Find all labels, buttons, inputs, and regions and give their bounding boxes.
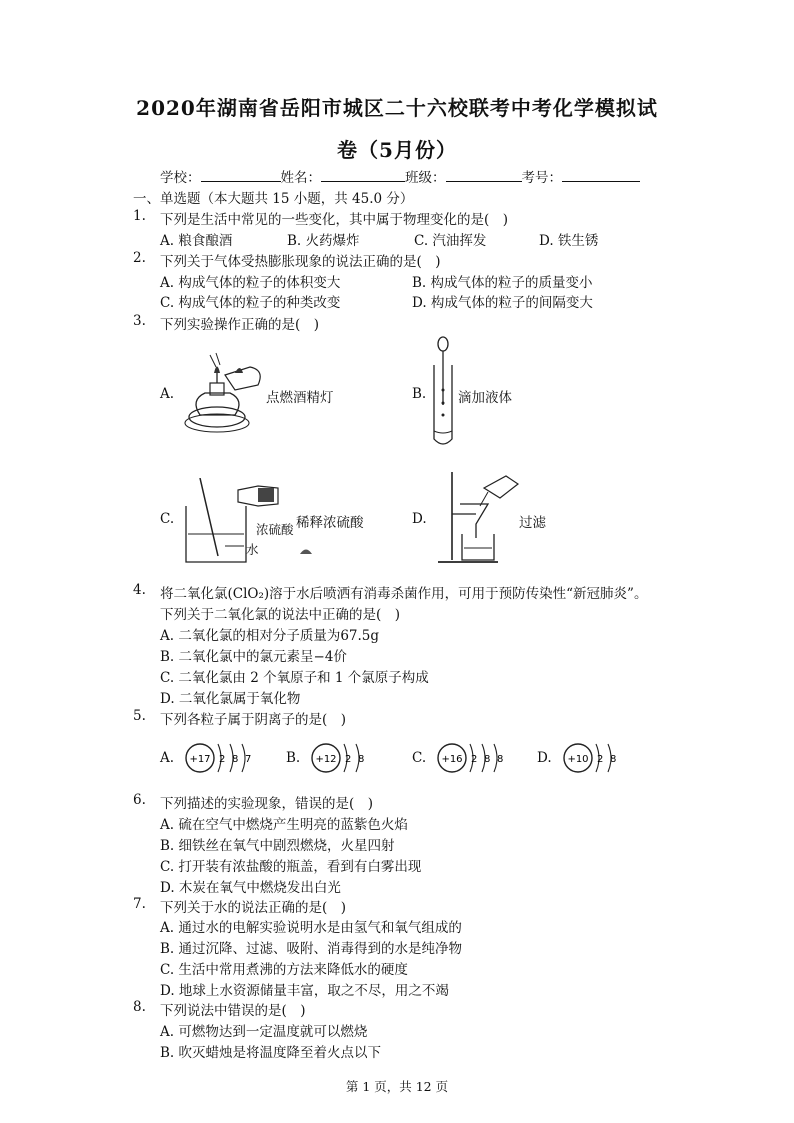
- q6-option-a: A. 硫在空气中燃烧产生明亮的蓝紫色火焰: [160, 817, 408, 833]
- q4-option-d: D. 二氧化氯属于氧化物: [160, 691, 301, 707]
- number-blank: [562, 167, 640, 182]
- q1-option-c: C. 汽油挥发: [414, 233, 487, 249]
- q1-option-a: A. 粮食酿酒: [160, 233, 233, 249]
- section-heading: 一、单选题（本大题共 15 小题，共 45.0 分）: [133, 191, 414, 207]
- shell-electrons: 8: [232, 754, 239, 765]
- spill-drop-icon: [299, 545, 313, 555]
- shell-electrons: 8: [358, 754, 365, 765]
- alcohol-lamp-image: [180, 345, 270, 440]
- q5-label-d: D.: [537, 750, 552, 766]
- question-number: 5.: [133, 708, 146, 724]
- q8-option-a: A. 可燃物达到一定温度就可以燃烧: [160, 1024, 368, 1040]
- q2-option-d: D. 构成气体的粒子的间隔变大: [412, 295, 593, 311]
- name-label: 姓名：: [280, 170, 321, 186]
- shell-electrons: 2: [219, 754, 226, 765]
- number-label: 考号：: [521, 170, 562, 186]
- q2-option-a: A. 构成气体的粒子的体积变大: [160, 275, 341, 291]
- question-text: 下列是生活中常见的一些变化，其中属于物理变化的是( ): [160, 212, 509, 228]
- q3-sublabel-water: 水: [246, 542, 259, 557]
- class-blank: [446, 167, 522, 182]
- nucleus-charge: +12: [315, 754, 337, 765]
- filtration-image: [432, 468, 522, 568]
- q3-caption-a: 点燃酒精灯: [266, 390, 334, 406]
- dilute-acid-image: [178, 478, 298, 568]
- q4-text-line2: 下列关于二氧化氯的说法中正确的是( ): [160, 607, 401, 623]
- page-title-line2: 卷（5月份）: [337, 138, 457, 162]
- q6-option-c: C. 打开装有浓盐酸的瓶盖，看到有白雾出现: [160, 859, 422, 875]
- shell-electrons: 8: [484, 754, 491, 765]
- q5-ion-d-diagram: [562, 738, 622, 778]
- q1-option-b: B. 火药爆炸: [287, 233, 360, 249]
- question-text: 将二氧化氯(ClO₂)溶于水后喷洒有消毒杀菌作用，可用于预防传染性“新冠肺炎”。: [160, 586, 648, 602]
- question-number: 2.: [133, 250, 146, 266]
- q5-label-a: A.: [160, 750, 175, 766]
- q5-label-b: B.: [286, 750, 301, 766]
- q5-ion-c-diagram: [436, 738, 508, 778]
- q7-option-c: C. 生活中常用煮沸的方法来降低水的硬度: [160, 962, 408, 978]
- question-number: 4.: [133, 582, 146, 598]
- question-number: 3.: [133, 313, 146, 329]
- question-number: 7.: [133, 896, 146, 912]
- question-text: 下列关于气体受热膨胀现象的说法正确的是( ): [160, 254, 441, 270]
- q4-option-c: C. 二氧化氯由 2 个氧原子和 1 个氯原子构成: [160, 670, 429, 686]
- nucleus-charge: +17: [189, 754, 211, 765]
- nucleus-charge: +16: [441, 754, 463, 765]
- question-text: 下列描述的实验现象，错误的是( ): [160, 796, 374, 812]
- shell-electrons: 8: [610, 754, 617, 765]
- shell-electrons: 7: [245, 754, 252, 765]
- q3-caption-d: 过滤: [519, 515, 546, 531]
- q3-label-b: B.: [412, 386, 427, 402]
- shell-electrons: 8: [497, 754, 504, 765]
- q3-caption-b: 滴加液体: [458, 390, 512, 406]
- q8-option-b: B. 吹灭蜡烛是将温度降至着火点以下: [160, 1045, 382, 1061]
- q4-option-a: A. 二氧化氯的相对分子质量为67.5g: [160, 628, 380, 644]
- q3-caption-c: 稀释浓硫酸: [296, 515, 364, 531]
- shell-electrons: 2: [597, 754, 604, 765]
- q4-option-b: B. 二氧化氯中的氯元素呈−4价: [160, 649, 347, 665]
- question-number: 6.: [133, 792, 146, 808]
- q3-label-d: D.: [412, 511, 427, 527]
- q5-label-c: C.: [412, 750, 427, 766]
- student-info-line: [160, 166, 640, 186]
- shell-electrons: 2: [471, 754, 478, 765]
- q7-option-b: B. 通过沉降、过滤、吸附、消毒得到的水是纯净物: [160, 941, 463, 957]
- q1-option-d: D. 铁生锈: [539, 233, 599, 249]
- question-text: 下列关于水的说法正确的是( ): [160, 900, 347, 916]
- page-footer: 第 1 页，共 12 页: [345, 1079, 449, 1094]
- q2-option-b: B. 构成气体的粒子的质量变小: [412, 275, 593, 291]
- q2-option-c: C. 构成气体的粒子的种类改变: [160, 295, 341, 311]
- dropper-test-tube-image: [430, 335, 456, 450]
- school-blank: [201, 167, 281, 182]
- nucleus-charge: +10: [567, 754, 589, 765]
- q5-ion-a-diagram: [184, 738, 254, 778]
- question-text: 下列实验操作正确的是( ): [160, 317, 320, 333]
- shell-electrons: 2: [345, 754, 352, 765]
- question-text: 下列各粒子属于阴离子的是( ): [160, 712, 347, 728]
- page-title-line1: 2020年湖南省岳阳市城区二十六校联考中考化学模拟试: [136, 96, 658, 120]
- q6-option-b: B. 细铁丝在氧气中剧烈燃烧，火星四射: [160, 838, 395, 854]
- class-label: 班级：: [405, 170, 446, 186]
- q3-label-a: A.: [160, 386, 175, 402]
- q3-label-c: C.: [160, 511, 175, 527]
- school-label: 学校：: [160, 170, 201, 186]
- q6-option-d: D. 木炭在氧气中燃烧发出白光: [160, 880, 341, 896]
- name-blank: [321, 167, 405, 182]
- question-number: 1.: [133, 208, 146, 224]
- q3-sublabel-acid: 浓硫酸: [256, 522, 294, 537]
- q5-ion-b-diagram: [310, 738, 370, 778]
- q7-option-d: D. 地球上水资源储量丰富，取之不尽，用之不竭: [160, 983, 449, 999]
- q7-option-a: A. 通过水的电解实验说明水是由氢气和氧气组成的: [160, 920, 462, 936]
- question-number: 8.: [133, 999, 146, 1015]
- question-text: 下列说法中错误的是( ): [160, 1003, 306, 1019]
